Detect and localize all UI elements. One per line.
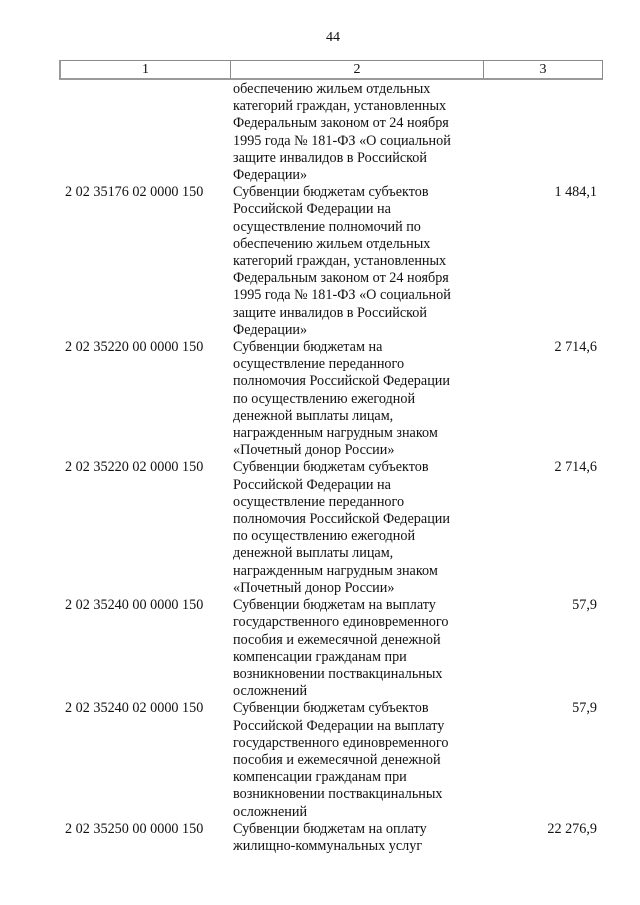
description-line: «Почетный донор России» — [233, 442, 395, 459]
description-cell — [228, 700, 480, 820]
description-line: Субвенции бюджетам на выплату — [233, 597, 436, 614]
description-line: Субвенции бюджетам субъектов — [233, 700, 429, 717]
description-line: государственного единовременного — [233, 734, 449, 751]
description-cell — [228, 81, 480, 184]
column-header-1: 1 — [61, 61, 231, 78]
column-header-2: 2 — [231, 61, 484, 78]
amount-cell: 57,9 — [572, 597, 597, 614]
description-line: осуществление полномочий по — [233, 218, 421, 235]
table-row — [59, 459, 603, 597]
column-header-3: 3 — [539, 62, 547, 77]
budget-code-cell: 2 02 35240 02 0000 150 — [65, 700, 204, 717]
amount-cell — [480, 81, 603, 184]
amount-cell: 22 276,9 — [547, 820, 597, 837]
description-line: обеспечению жильем отдельных — [233, 235, 431, 252]
description-line: награжденным нагрудным знаком — [233, 562, 438, 579]
description-line: Российской Федерации на выплату — [233, 717, 445, 734]
description-line: жилищно-коммунальных услуг — [233, 837, 423, 854]
description-line: обеспечению жильем отдельных — [233, 81, 431, 97]
table-row — [59, 700, 603, 820]
amount-cell: 1 484,1 — [554, 184, 597, 201]
description-line: Федеральным законом от 24 ноября — [233, 270, 449, 287]
description-line: по осуществлению ежегодной — [233, 390, 416, 407]
table-row — [59, 184, 603, 339]
description-line: Субвенции бюджетам субъектов — [233, 184, 429, 201]
description-line: защите инвалидов в Российской — [233, 304, 427, 321]
description-line: Федерации» — [233, 321, 308, 338]
description-line: пособия и ежемесячной денежной — [233, 751, 441, 768]
description-line: возникновении поствакцинальных — [233, 665, 443, 682]
description-line: Российской Федерации на — [233, 201, 391, 218]
description-line: Российской Федерации на — [233, 476, 391, 493]
budget-code-cell: 2 02 35240 00 0000 150 — [65, 597, 204, 614]
description-line: 1995 года № 181-ФЗ «О социальной — [233, 132, 451, 149]
budget-code-cell: 2 02 35176 02 0000 150 — [65, 184, 204, 201]
table-row — [59, 339, 603, 459]
description-line: Субвенции бюджетам на — [233, 339, 383, 356]
description-line: защите инвалидов в Российской — [233, 149, 427, 166]
amount-cell: 2 714,6 — [554, 339, 597, 356]
description-cell — [228, 597, 480, 700]
description-line: компенсации гражданам при — [233, 648, 407, 665]
table-row — [59, 821, 603, 855]
amount-cell: 2 714,6 — [554, 459, 597, 476]
description-line: Субвенции бюджетам на оплату — [233, 820, 427, 837]
description-line: осложнений — [233, 683, 308, 700]
description-line: денежной выплаты лицам, — [233, 407, 394, 424]
description-line: возникновении поствакцинальных — [233, 786, 443, 803]
description-cell — [228, 184, 480, 339]
description-line: Федеральным законом от 24 ноября — [233, 115, 449, 132]
budget-code-cell: 2 02 35220 02 0000 150 — [65, 459, 204, 476]
description-line: пособия и ежемесячной денежной — [233, 631, 441, 648]
budget-code-cell: 2 02 35250 00 0000 150 — [65, 820, 204, 837]
table-header-row — [59, 60, 603, 80]
description-line: компенсации гражданам при — [233, 769, 407, 786]
description-line: категорий граждан, установленных — [233, 253, 447, 270]
description-cell — [228, 339, 480, 459]
page-number: 44 — [326, 30, 340, 45]
description-line: полномочия Российской Федерации — [233, 373, 450, 390]
table-row — [59, 81, 603, 184]
amount-cell: 57,9 — [572, 700, 597, 717]
budget-code-cell — [59, 81, 228, 184]
description-line: 1995 года № 181-ФЗ «О социальной — [233, 287, 451, 304]
description-line: полномочия Российской Федерации — [233, 511, 450, 528]
budget-code-cell: 2 02 35220 00 0000 150 — [65, 339, 204, 356]
description-line: категорий граждан, установленных — [233, 98, 447, 115]
description-line: осуществление переданного — [233, 356, 405, 373]
table-row — [59, 597, 603, 700]
description-line: «Почетный донор России» — [233, 579, 395, 596]
description-line: осложнений — [233, 803, 308, 820]
description-cell — [228, 821, 480, 855]
table-body — [59, 81, 603, 855]
description-cell — [228, 459, 480, 597]
description-line: государственного единовременного — [233, 614, 449, 631]
description-line: денежной выплаты лицам, — [233, 545, 394, 562]
description-line: награжденным нагрудным знаком — [233, 425, 438, 442]
description-line: осуществление переданного — [233, 493, 405, 510]
description-line: Субвенции бюджетам субъектов — [233, 459, 429, 476]
description-line: Федерации» — [233, 167, 308, 184]
description-line: по осуществлению ежегодной — [233, 528, 416, 545]
